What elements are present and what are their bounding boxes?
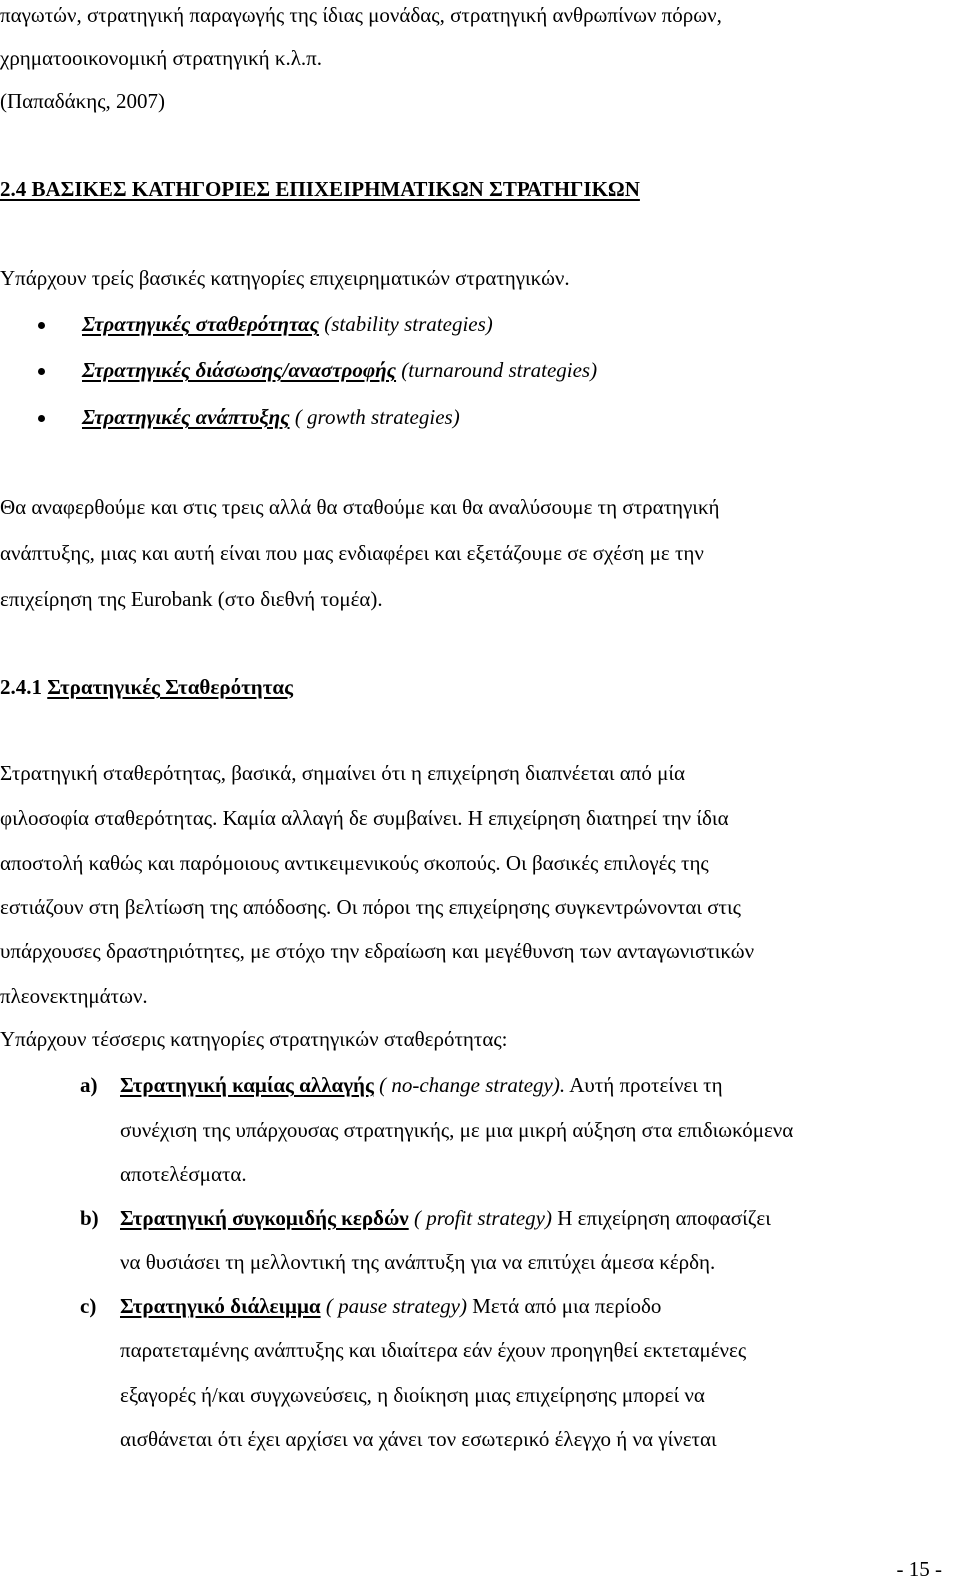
strategy-note: (turnaround strategies)	[396, 358, 598, 382]
strategy-term: Στρατηγικές ανάπτυξης	[82, 405, 290, 429]
list-label: a)	[80, 1073, 98, 1097]
category-text: αισθάνεται ότι έχει αρχίσει να χάνει τον εσωτερικό έλεγχο ή να γίνεται	[120, 1427, 717, 1451]
category-note: ( pause strategy)	[320, 1294, 467, 1318]
paragraph-line: υπάρχουσες δραστηριότητες, με στόχο την εδραίωση και μεγέθυνση των ανταγωνιστικών	[0, 939, 755, 963]
category-text: Μετά από μια περίοδο	[466, 1294, 662, 1318]
paragraph-line: φιλοσοφία σταθερότητας. Καμία αλλαγή δε συμβαίνει. Η επιχείρηση διατηρεί την ίδια	[0, 806, 729, 830]
category-item	[120, 1296, 661, 1317]
paragraph-line: πλεονεκτημάτων.	[0, 984, 148, 1008]
paragraph-line: Στρατηγική σταθερότητας, βασικά, σημαίνει ότι η επιχείρηση διαπνέεται από μία	[0, 761, 686, 785]
strategy-note: (stability strategies)	[318, 312, 493, 336]
category-text: Η επιχείρηση αποφασίζει	[552, 1206, 771, 1230]
list-item	[82, 360, 597, 381]
paragraph-line: ανάπτυξης, μιας και αυτή είναι που μας ενδιαφέρει και εξετάζουμε σε σχέση με την	[0, 541, 704, 565]
category-term: Στρατηγικό διάλειμμα	[120, 1294, 321, 1318]
paragraph-line: (Παπαδάκης, 2007)	[0, 89, 166, 113]
subsection-heading	[0, 677, 293, 698]
category-text: συνέχιση της υπάρχουσας στρατηγικής, με μια μικρή αύξηση στα επιδιωκόμενα	[120, 1118, 794, 1142]
page-number: - 15 -	[896, 1557, 942, 1581]
category-note: ( profit strategy)	[408, 1206, 552, 1230]
category-item	[120, 1075, 723, 1096]
list-item	[82, 314, 493, 335]
strategy-note: ( growth strategies)	[289, 405, 460, 429]
bullet-icon	[38, 368, 45, 375]
strategy-term: Στρατηγικές διάσωσης/αναστροφής	[82, 358, 397, 382]
category-text: αποτελέσματα.	[120, 1162, 247, 1186]
category-note: ( no-change strategy).	[373, 1073, 566, 1097]
category-text: να θυσιάσει τη μελλοντική της ανάπτυξη για να επιτύχει άμεσα κέρδη.	[120, 1250, 716, 1274]
category-term: Στρατηγική καμίας αλλαγής	[120, 1073, 374, 1097]
list-label: c)	[80, 1294, 97, 1318]
subsection-title: Στρατηγικές Σταθερότητας	[47, 675, 293, 699]
paragraph-line: Θα αναφερθούμε και στις τρεις αλλά θα σταθούμε και θα αναλύσουμε τη στρατηγική	[0, 495, 720, 519]
category-item	[120, 1208, 771, 1229]
list-label: b)	[80, 1206, 99, 1230]
paragraph-line: χρηματοοικονομική στρατηγική κ.λ.π.	[0, 46, 322, 70]
strategy-term: Στρατηγικές σταθερότητας	[82, 312, 319, 336]
category-text: εξαγορές ή/και συγχωνεύσεις, η διοίκηση μιας επιχείρησης μπορεί να	[120, 1383, 705, 1407]
subsection-number: 2.4.1	[0, 675, 48, 699]
bullet-icon	[38, 322, 45, 329]
category-term: Στρατηγική συγκομιδής κερδών	[120, 1206, 409, 1230]
categories-intro: Υπάρχουν τέσσερις κατηγορίες στρατηγικών σταθερότητας:	[0, 1027, 508, 1051]
section-heading: 2.4 ΒΑΣΙΚΕΣ ΚΑΤΗΓΟΡΙΕΣ ΕΠΙΧΕΙΡΗΜΑΤΙΚΩΝ ΣΤΡΑΤΗΓΙΚΩΝ	[0, 177, 640, 201]
category-text: παρατεταμένης ανάπτυξης και ιδιαίτερα εάν έχουν προηγηθεί εκτεταμένες	[120, 1338, 747, 1362]
paragraph-line: εστιάζουν στη βελτίωση της απόδοσης. Οι πόροι της επιχείρησης συγκεντρώνονται στις	[0, 895, 741, 919]
paragraph-line: παγωτών, στρατηγική παραγωγής της ίδιας μονάδας, στρατηγική ανθρωπίνων πόρων,	[0, 3, 722, 27]
list-item	[82, 407, 460, 428]
paragraph-line: αποστολή καθώς και παρόμοιους αντικειμενικούς σκοπούς. Οι βασικές επιλογές της	[0, 851, 709, 875]
category-text: Αυτή προτείνει τη	[565, 1073, 723, 1097]
intro-text: Υπάρχουν τρείς βασικές κατηγορίες επιχειρηματικών στρατηγικών.	[0, 266, 570, 290]
bullet-icon	[38, 415, 45, 422]
paragraph-line: επιχείρηση της Eurobank (στο διεθνή τομέα).	[0, 587, 383, 611]
